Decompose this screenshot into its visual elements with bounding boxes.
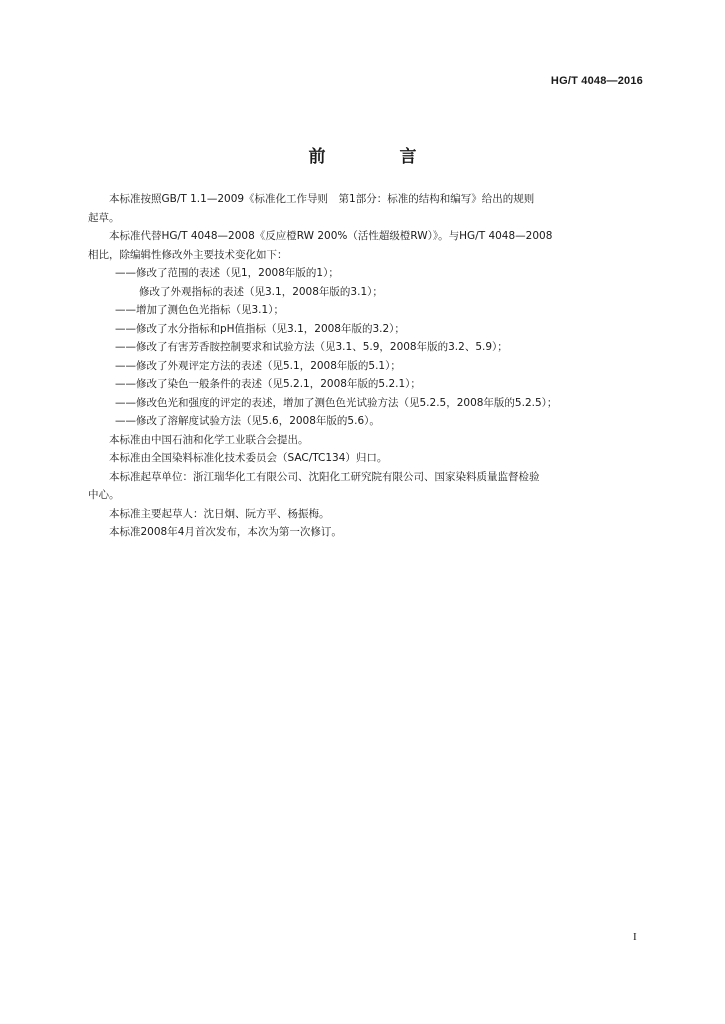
change-list-item: ——增加了测色色光指标（见3.1）；	[115, 304, 284, 316]
paragraph-line: 本标准代替HG/T 4048—2008《反应橙RW 200%（活性超级橙RW）》。与HG/T 4048—2008	[109, 230, 553, 242]
paragraph-line: 相比，除编辑性修改外主要技术变化如下：	[88, 248, 288, 261]
change-list-item: 修改了外观指标的表述（见3.1，2008年版的3.1）；	[139, 285, 383, 298]
change-list-item: ——修改了溶解度试验方法（见5.6，2008年版的5.6）。	[115, 415, 380, 427]
paragraph-line: 本标准由中国石油和化学工业联合会提出。	[109, 433, 309, 446]
change-list-item: ——修改了范围的表述（见1，2008年版的1）；	[115, 267, 339, 279]
page-title: 前 言	[308, 147, 451, 167]
change-list-item: ——修改了外观评定方法的表述（见5.1，2008年版的5.1）；	[115, 359, 401, 372]
paragraph-line: 本标准起草单位：浙江瑞华化工有限公司、沈阳化工研究院有限公司、国家染料质量监督检验	[109, 470, 540, 483]
change-list-item: ——修改色光和强度的评定的表述，增加了测色色光试验方法（见5.2.5，2008年版的5.2.5）；	[115, 396, 558, 409]
change-list-item: ——修改了有害芳香胺控制要求和试验方法（见3.1、5.9，2008年版的3.2、5.9）；	[115, 341, 508, 353]
foreword-body	[88, 190, 648, 542]
paragraph-line: 本标准按照GB/T 1.1—2009《标准化工作导则 第1部分：标准的结构和编写》给出的规则	[109, 193, 535, 205]
paragraph-line: 本标准由全国染料标准化技术委员会（SAC/TC134）归口。	[109, 452, 388, 464]
change-list-item: ——修改了染色一般条件的表述（见5.2.1，2008年版的5.2.1）；	[115, 378, 421, 390]
paragraph-line: 中心。	[88, 489, 120, 501]
paragraph-line: 本标准主要起草人：沈日炯、阮方平、杨振梅。	[109, 507, 330, 520]
change-list-item: ——修改了水分指标和pH值指标（见3.1，2008年版的3.2）；	[115, 322, 405, 335]
paragraph-line: 起草。	[88, 211, 120, 224]
page-number: I	[633, 931, 637, 943]
standard-code: HG/T 4048—2016	[550, 75, 643, 87]
paragraph-line: 本标准2008年4月首次发布，本次为第一次修订。	[109, 526, 342, 538]
